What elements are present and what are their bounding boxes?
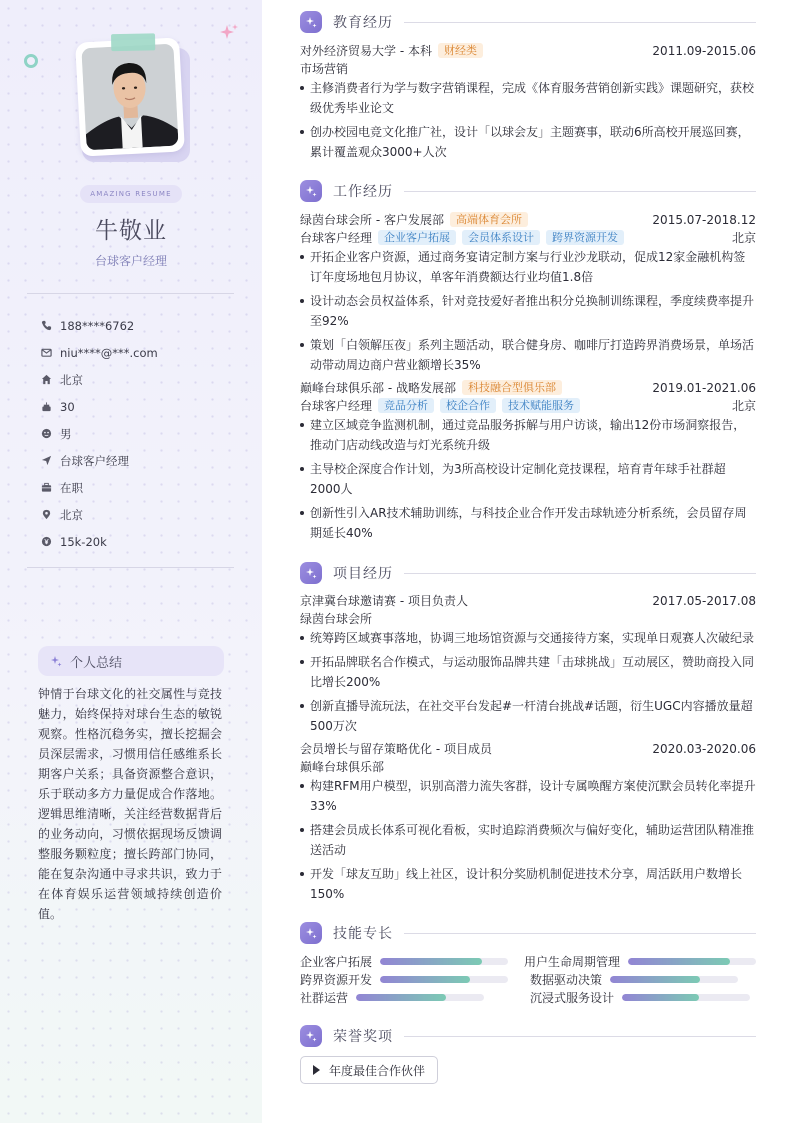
date-range: 2015.07-2018.12 <box>652 212 756 227</box>
sparkle-icon <box>300 1025 322 1047</box>
project-name: 会员增长与留存策略优化 - 项目成员 <box>300 742 492 756</box>
salary-icon <box>40 536 52 548</box>
section-skills-header <box>300 921 756 945</box>
award-item: 年度最佳合作伙伴 <box>300 1056 438 1084</box>
phone-icon <box>40 320 52 332</box>
skill-tag: 企业客户拓展 <box>378 230 456 245</box>
skill-level-bar <box>380 958 508 965</box>
project-name: 京津冀台球邀请赛 - 项目负责人 <box>300 594 468 608</box>
date-range: 2020.03-2020.06 <box>652 741 756 756</box>
play-triangle-icon <box>313 1065 320 1075</box>
skill-item: 社群运营 <box>300 989 484 1006</box>
section-education-header <box>300 10 756 34</box>
category-tag: 财经类 <box>438 43 483 58</box>
position: 台球客户经理 <box>300 399 373 413</box>
job-header <box>300 379 756 396</box>
skill-tag: 会员体系设计 <box>462 230 540 245</box>
gender-icon <box>40 428 52 440</box>
home-icon <box>40 374 52 386</box>
job-subheader <box>300 229 756 246</box>
skill-level-bar <box>380 976 508 983</box>
job-subheader <box>300 397 756 414</box>
date-range: 2017.05-2017.08 <box>652 593 756 608</box>
education-row <box>300 42 756 59</box>
company-name: 绿茵台球会所 - 客户发展部 <box>300 213 444 227</box>
candidate-role: 台球客户经理 <box>94 254 167 268</box>
skill-item: 跨界资源开发 <box>300 971 508 988</box>
info-gender: 男 <box>40 420 158 447</box>
list-item: 统筹跨区域赛事落地，协调三地场馆资源与交通接待方案，实现单日观赛人次破纪录 <box>300 628 756 648</box>
info-email: niu****@***.com <box>40 339 158 366</box>
sparkle-icon <box>50 655 62 667</box>
list-item: 搭建会员成长体系可视化看板，实时追踪消费频次与偏好变化，辅助运营团队精准推送活动 <box>300 820 756 860</box>
ring-decoration <box>24 54 38 68</box>
list-item: 主导校企深度合作计划，为3所高校设计定制化竞技课程，培育青年球手社群超2000人 <box>300 459 756 499</box>
list-item: 构建RFM用户模型，识别高潜力流失客群，设计专属唤醒方案使沉默会员转化率提升33% <box>300 776 756 816</box>
section-projects-header <box>300 561 756 585</box>
major: 市场营销 <box>300 62 349 76</box>
list-item: 设计动态会员权益体系，针对竞技爱好者推出积分兑换制训练课程，季度续费率提升至92% <box>300 291 756 331</box>
section-title: 技能专长 <box>333 926 393 942</box>
skill-item: 用户生命周期管理 <box>524 953 756 970</box>
section-title: 荣誉奖项 <box>333 1029 393 1045</box>
sparkle-icon <box>300 922 322 944</box>
skill-level-bar <box>628 958 756 965</box>
info-phone: 188****6762 <box>40 312 158 339</box>
skill-level-bar <box>622 994 750 1001</box>
list-item: 建立区域竞争监测机制，通过竞品服务拆解与用户访谈，输出12份市场洞察报告，推动门店动线改造与灯光系统升级 <box>300 415 756 455</box>
info-target-role: 台球客户经理 <box>40 447 158 474</box>
candidate-name: 牛敬业 <box>95 218 167 244</box>
cake-icon <box>40 401 52 413</box>
sparkle-icon <box>300 562 322 584</box>
skill-item: 数据驱动决策 <box>530 971 738 988</box>
section-title: 工作经历 <box>333 184 393 200</box>
skill-tag: 跨界资源开发 <box>546 230 624 245</box>
company-tag: 高端体育会所 <box>450 212 528 227</box>
school-name: 对外经济贸易大学 - 本科 <box>300 44 432 58</box>
company-tag: 科技融合型俱乐部 <box>462 380 562 395</box>
position: 台球客户经理 <box>300 231 373 245</box>
job-header <box>300 211 756 228</box>
sparkle-icon <box>218 22 240 44</box>
job-city: 北京 <box>731 231 756 245</box>
list-item: 开发「球友互助」线上社区，设计积分奖励机制促进技术分享，周活跃用户数增长150% <box>300 864 756 904</box>
sidebar <box>0 0 262 1123</box>
location-pin-icon <box>40 509 52 521</box>
skill-item: 沉浸式服务设计 <box>530 989 750 1006</box>
info-location: 北京 <box>40 501 158 528</box>
section-title: 项目经历 <box>333 566 393 582</box>
sparkle-icon <box>300 11 322 33</box>
skill-tag: 竞品分析 <box>378 398 434 413</box>
project-org: 巅峰台球俱乐部 <box>300 760 385 774</box>
skill-tag: 技术赋能服务 <box>502 398 580 413</box>
info-status: 在职 <box>40 474 158 501</box>
skill-item: 企业客户拓展 <box>300 953 508 970</box>
project-header <box>300 592 756 609</box>
skill-tag: 校企合作 <box>440 398 496 413</box>
info-salary: 15k-20k <box>40 528 158 555</box>
date-range: 2011.09-2015.06 <box>652 43 756 58</box>
section-work-header <box>300 179 756 203</box>
contact-info-list <box>40 312 158 555</box>
mail-icon <box>40 347 52 359</box>
divider <box>27 567 234 568</box>
summary-text: 钟情于台球文化的社交属性与竞技魅力，始终保持对球台生态的敏锐观察。性格沉稳务实，擅长挖掘会员深层需求，习惯用信任感维系长期客户关系；具备资源整合意识，乐于联动多方力量促成合作落地。逻辑思维清晰，关注经营数据背后的业务动向，习惯依据现场反馈调整服务颗粒度；擅长跨部门协同，能在复杂沟通中寻求共识，致力于在体育娱乐运营领域持续创造价值。 <box>38 687 222 921</box>
sparkle-icon <box>300 180 322 202</box>
profile-photo <box>74 36 190 162</box>
list-item: 策划「白领解压夜」系列主题活动，联合健身房、咖啡厅打造跨界消费场景，单场活动带动周边商户营业额增长35% <box>300 335 756 375</box>
list-item: 开拓品牌联名合作模式，与运动服饰品牌共建「击球挑战」互动展区，赞助商投入同比增长200% <box>300 652 756 692</box>
section-title: 教育经历 <box>333 15 393 31</box>
section-awards-header <box>300 1024 756 1048</box>
send-icon <box>40 455 52 467</box>
summary-heading: 个人总结 <box>38 646 224 676</box>
briefcase-icon <box>40 482 52 494</box>
skill-level-bar <box>356 994 484 1001</box>
info-city: 北京 <box>40 366 158 393</box>
info-age: 30 <box>40 393 158 420</box>
list-item: 创办校园电竞文化推广社，设计「以球会友」主题赛事，联动6所高校开展巡回赛，累计覆盖观众3000+人次 <box>300 122 756 162</box>
list-item: 创新性引入AR技术辅助训练，与科技企业合作开发击球轨迹分析系统，会员留存周期延长40% <box>300 503 756 543</box>
list-item: 开拓企业客户资源，通过商务宴请定制方案与行业沙龙联动，促成12家金融机构签订年度场地包月协议，单客年消费额达行业均值1.8倍 <box>300 247 756 287</box>
list-item: 主修消费者行为学与数字营销课程，完成《体育服务营销创新实践》课题研究，获校级优秀毕业论文 <box>300 78 756 118</box>
divider <box>27 293 234 294</box>
portrait-image <box>81 44 178 151</box>
resume-badge: AMAZING RESUME <box>80 185 182 203</box>
company-name: 巅峰台球俱乐部 - 战略发展部 <box>300 381 456 395</box>
project-org: 绿茵台球会所 <box>300 612 373 626</box>
date-range: 2019.01-2021.06 <box>652 380 756 395</box>
list-item: 创新直播导流玩法，在社交平台发起#一杆清台挑战#话题，衍生UGC内容播放量超500万次 <box>300 696 756 736</box>
job-city: 北京 <box>731 399 756 413</box>
skill-level-bar <box>610 976 738 983</box>
project-header <box>300 740 756 757</box>
